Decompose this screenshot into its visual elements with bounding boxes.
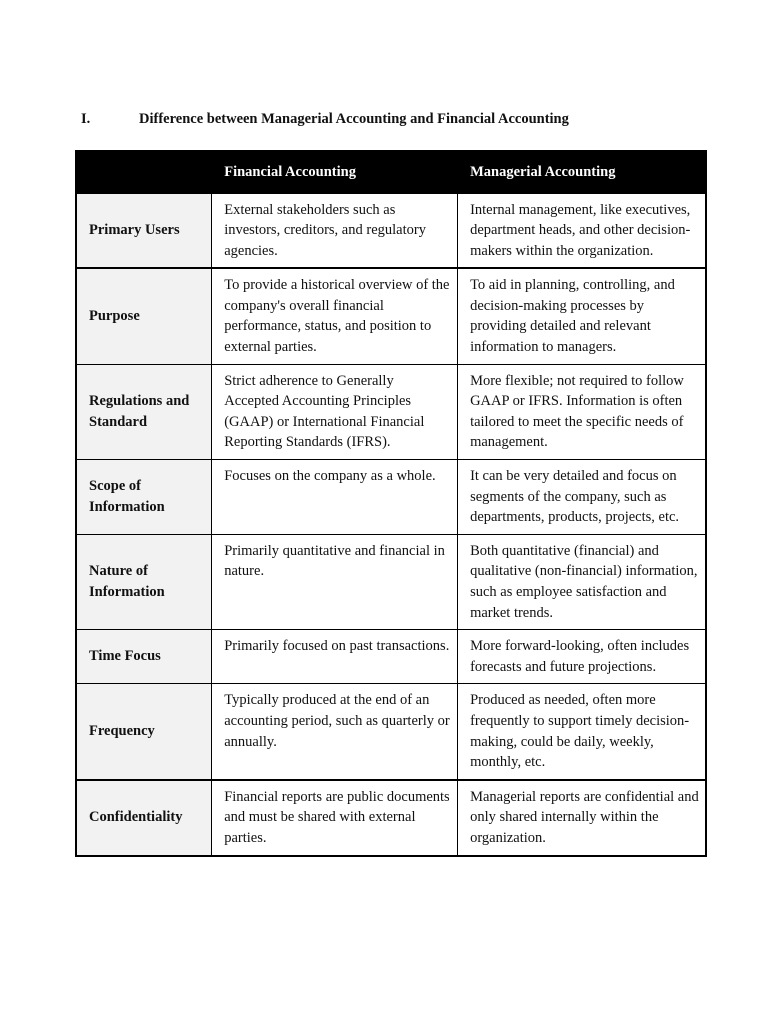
managerial-cell: To aid in planning, controlling, and decision-making processes by providing detailed and relevant information to managers. bbox=[458, 268, 706, 364]
section-number: I. bbox=[81, 111, 91, 127]
managerial-cell: More forward-looking, often includes forecasts and future projections. bbox=[458, 630, 706, 684]
table-row bbox=[76, 268, 706, 364]
table-row bbox=[76, 460, 706, 535]
table-row bbox=[76, 534, 706, 629]
row-label: Regulations and Standard bbox=[76, 364, 212, 459]
table-row bbox=[76, 193, 706, 268]
managerial-cell: More flexible; not required to follow GAAP or IFRS. Information is often tailored to meet the specific needs of management. bbox=[458, 364, 706, 459]
row-label: Scope of Information bbox=[76, 460, 212, 535]
financial-cell: Financial reports are public documents and must be shared with external parties. bbox=[212, 780, 458, 856]
row-label: Confidentiality bbox=[76, 780, 212, 856]
table-row bbox=[76, 630, 706, 684]
financial-cell: Focuses on the company as a whole. bbox=[212, 460, 458, 535]
header-financial-accounting: Financial Accounting bbox=[212, 151, 458, 193]
managerial-cell: Both quantitative (financial) and qualitative (non-financial) information, such as employee satisfaction and market trends. bbox=[458, 534, 706, 629]
managerial-cell: Internal management, like executives, department heads, and other decision-makers within the organization. bbox=[458, 193, 706, 268]
managerial-cell: It can be very detailed and focus on segments of the company, such as departments, products, projects, etc. bbox=[458, 460, 706, 535]
header-blank-cell bbox=[76, 151, 212, 193]
table-row bbox=[76, 364, 706, 459]
row-label: Frequency bbox=[76, 684, 212, 780]
section-title: Difference between Managerial Accounting and Financial Accounting bbox=[139, 111, 569, 127]
managerial-cell: Produced as needed, often more frequently to support timely decision-making, could be daily, weekly, monthly, etc. bbox=[458, 684, 706, 780]
financial-cell: Primarily quantitative and financial in nature. bbox=[212, 534, 458, 629]
row-label: Time Focus bbox=[76, 630, 212, 684]
section-heading bbox=[81, 111, 569, 128]
financial-cell: Primarily focused on past transactions. bbox=[212, 630, 458, 684]
comparison-table bbox=[75, 150, 707, 857]
header-managerial-accounting: Managerial Accounting bbox=[458, 151, 706, 193]
table-header-row bbox=[76, 151, 706, 193]
table-row bbox=[76, 684, 706, 780]
row-label: Purpose bbox=[76, 268, 212, 364]
financial-cell: To provide a historical overview of the company's overall financial performance, status, and position to external parties. bbox=[212, 268, 458, 364]
row-label: Nature of Information bbox=[76, 534, 212, 629]
financial-cell: External stakeholders such as investors, creditors, and regulatory agencies. bbox=[212, 193, 458, 268]
managerial-cell: Managerial reports are confidential and only shared internally within the organization. bbox=[458, 780, 706, 856]
table-row bbox=[76, 780, 706, 856]
financial-cell: Strict adherence to Generally Accepted Accounting Principles (GAAP) or International Financial Reporting Standards (IFRS). bbox=[212, 364, 458, 459]
financial-cell: Typically produced at the end of an accounting period, such as quarterly or annually. bbox=[212, 684, 458, 780]
row-label: Primary Users bbox=[76, 193, 212, 268]
